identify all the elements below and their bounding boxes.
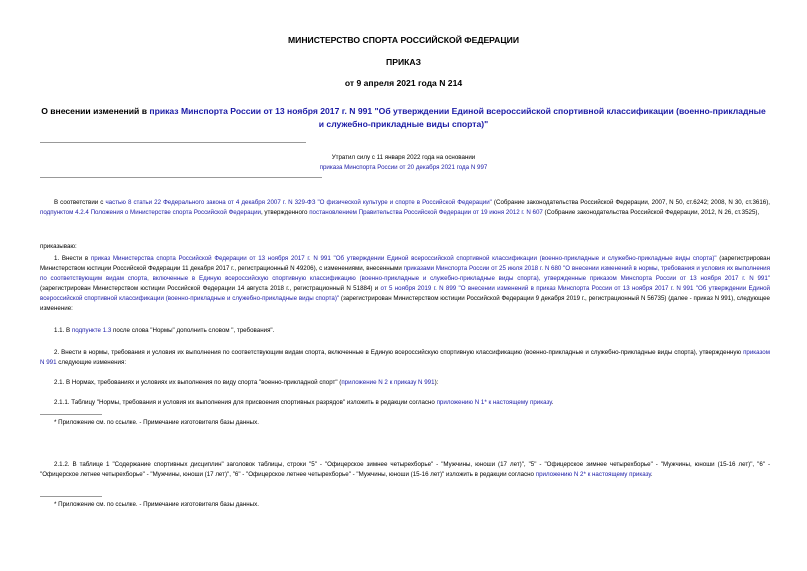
p212-text-1: 2.1.2. В таблице 1 "Содержание спортивных дисциплин" заголовок таблицы, строки "5" - "Офицерское зимнее четырехборье" - "Мужчины, юноши (17 лет)", "5" - "Офицерское зимнее четырехборье" - "Мужчины, юноши (15-16 лет)", "6" - "Офицерское летнее четырехборье" - "Мужчины, юноши (17 лет)", "6" - "Офицерское летнее четырехборье" - "Мужчины, юноши (15-16 лет)" изложить в редакции согласно — [40, 461, 770, 478]
p1-text-3: (зарегистрирован Министерством юстиции Российской Федерации 14 августа 2018 г., регистрационный N 51884) и — [40, 285, 381, 292]
link-order-991-short[interactable]: приказом N 991 — [40, 349, 770, 366]
footnote-1: * Приложение см. по ссылке. - Примечание изготовителя базы данных. — [54, 419, 259, 426]
title-link[interactable]: приказ Минспорта России от 13 ноября 2017 г. N 991 "Об утверждении Единой всероссийской спортивной классификации (военно-прикладные и служебно-прикладные виды спорта)" — [149, 106, 766, 129]
paragraph-2 — [40, 348, 770, 368]
footnote-rule-2 — [40, 496, 102, 497]
preamble-text-1: В соответствии с — [54, 199, 106, 206]
p1-text-4: (зарегистрирован Министерством юстиции Российской Федерации 9 декабря 2019 г., регистрационный N 56735) (далее - приказ N 991), следующее изменение: — [40, 295, 770, 312]
ministry-name: МИНИСТЕРСТВО СПОРТА РОССИЙСКОЙ ФЕДЕРАЦИИ — [287, 35, 519, 45]
p11-text-2: после слова "Нормы" дополнить словом ", требования". — [111, 327, 275, 334]
status-link[interactable]: приказа Минспорта России от 20 декабря 2021 года N 997 — [319, 164, 488, 171]
link-order-991[interactable]: приказ Министерства спорта Российской Федерации от 13 ноября 2017 г. N 991 "Об утверждении Единой всероссийской спортивной классификации (военно-прикладные и служебно-прикладные виды спорта)" — [90, 255, 717, 262]
paragraph-1-1 — [40, 326, 770, 336]
preamble — [40, 198, 770, 218]
status-line-1: Утратил силу с 11 января 2022 года на основании — [331, 154, 476, 161]
order-word: приказываю: — [40, 243, 77, 250]
link-resolution-607[interactable]: постановлением Правительства Российской Федерации от 19 июня 2012 г. N 607 — [309, 209, 543, 216]
paragraph-1 — [40, 254, 770, 314]
p1-text-1: 1. Внести в — [54, 255, 91, 262]
divider-bottom — [40, 177, 322, 178]
footnote-2: * Приложение см. по ссылке. - Примечание изготовителя базы данных. — [54, 501, 259, 508]
link-appendix-2-order-991[interactable]: приложение N 2 к приказу N 991 — [341, 379, 435, 386]
link-order-680[interactable]: приказами Минспорта России от 25 июля 2018 г. N 680 "О внесении изменений в нормы, требования и условия их выполнения по соответствующим видам спорта, включенные в Единую всероссийскую спортивную классификацию (военно-прикладные и служебно-прикладные виды спорта), утвержденные приказом Минспорта России от 13 ноября 2017 г. N 991" — [40, 265, 770, 282]
p11-text-1: 1.1. В — [54, 327, 72, 334]
link-appendix-1[interactable]: приложению N 1* к настоящему приказу — [436, 399, 552, 406]
p21-text-2: ): — [434, 379, 439, 386]
link-appendix-2[interactable]: приложению N 2* к настоящему приказу — [535, 471, 651, 478]
p211-text-1: 2.1.1. Таблицу "Нормы, требования и условия их выполнения для присвоения спортивных разрядов" изложить в редакции согласно — [54, 399, 437, 406]
p2-text-2: следующие изменения: — [56, 359, 127, 366]
divider-top — [40, 142, 306, 143]
doc-type: ПРИКАЗ — [386, 57, 421, 67]
status-note — [0, 153, 807, 173]
paragraph-2-1-1 — [40, 398, 770, 408]
paragraph-2-1 — [40, 378, 770, 388]
footnote-rule-1 — [40, 414, 102, 415]
link-subclause-424[interactable]: подпунктом 4.2.4 Положения о Министерстве спорта Российской Федерации — [40, 209, 261, 216]
link-subclause-13[interactable]: подпункте 1.3 — [71, 327, 112, 334]
p211-text-2: . — [551, 399, 554, 406]
p212-text-2: . — [650, 471, 653, 478]
p2-text-1: 2. Внести в нормы, требования и условия их выполнения по соответствующим видам спорта, включенные в Единую всероссийскую спортивную классификацию (военно-прикладные и служебно-прикладные виды спорта), утвержденную — [54, 349, 744, 356]
p1-text-2: (зарегистрирован Министерством юстиции Российской Федерации 11 декабря 2017 г., регистрационный N 49206), с изменениями, внесенными — [40, 255, 770, 272]
paragraph-2-1-2 — [40, 460, 770, 480]
link-law-329[interactable]: частью 8 статьи 22 Федерального закона от 4 декабря 2007 г. N 329-ФЗ "О физической культуре и спорте в Российской Федерации" — [105, 199, 492, 206]
title-prefix: О внесении изменений в — [41, 106, 150, 116]
preamble-text-4: (Собрание законодательства Российской Федерации, 2012, N 26, ст.3525), — [542, 209, 760, 216]
preamble-text-3: , утвержденного — [260, 209, 310, 216]
document-title — [40, 105, 767, 131]
doc-date-number: от 9 апреля 2021 года N 214 — [344, 78, 463, 88]
preamble-text-2: (Собрание законодательства Российской Федерации, 2007, N 50, ст.6242; 2008, N 30, ст.3616), — [491, 199, 771, 206]
link-order-899[interactable]: от 5 ноября 2019 г. N 899 "О внесении изменений в приказ Минспорта России от 13 ноября 2017 г. N 991 "Об утверждении Единой всероссийской спортивной классификации (военно-прикладные и служебно-прикладные виды спорта)" — [40, 285, 770, 302]
p21-text-1: 2.1. В Нормах, требованиях и условиях их выполнения по виду спорта "военно-прикладной спорт" ( — [54, 379, 342, 386]
